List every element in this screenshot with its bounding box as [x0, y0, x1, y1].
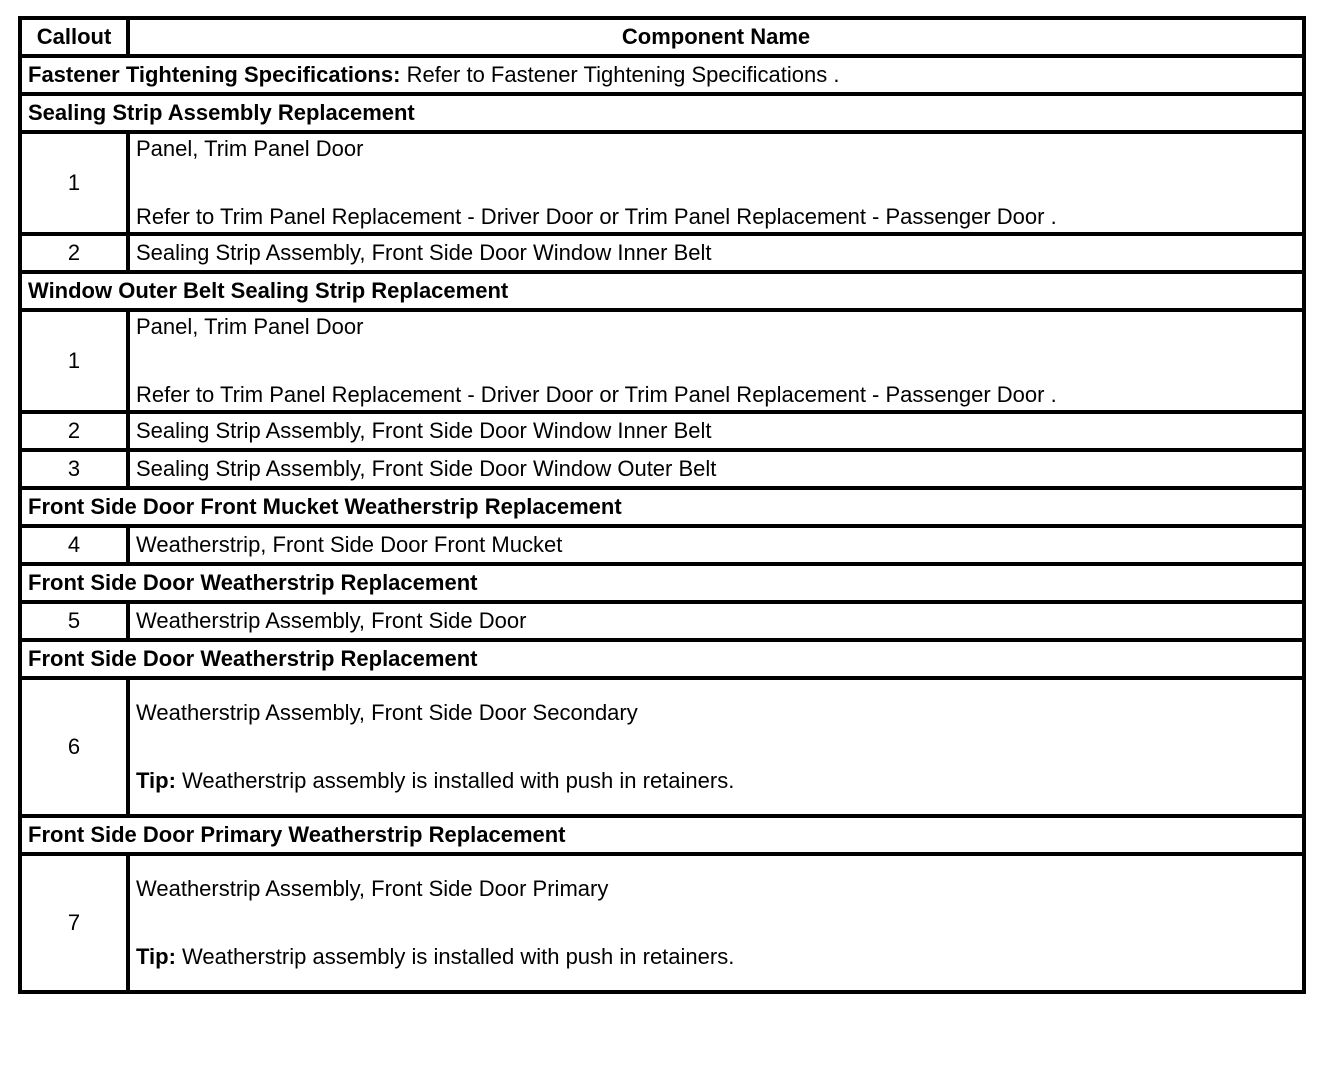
section-title-row	[20, 272, 1304, 310]
section-title-row	[20, 816, 1304, 854]
table-row	[20, 132, 1304, 234]
component-name: Weatherstrip, Front Side Door Front Mucket	[128, 526, 1304, 564]
callout-number: 7	[20, 854, 128, 992]
section-title-row	[20, 488, 1304, 526]
tip-note	[136, 944, 1296, 970]
component-name: Sealing Strip Assembly, Front Side Door Window Outer Belt	[128, 450, 1304, 488]
section-title: Front Side Door Primary Weatherstrip Replacement	[20, 816, 1304, 854]
component-table-sheet	[18, 16, 1306, 994]
component-name-column-header: Component Name	[128, 18, 1304, 56]
component-cell	[128, 678, 1304, 816]
table-row	[20, 854, 1304, 992]
section-title: Sealing Strip Assembly Replacement	[20, 94, 1304, 132]
component-reference: Refer to Trim Panel Replacement - Driver Door or Trim Panel Replacement - Passenger Door .	[136, 204, 1057, 229]
table-row	[20, 602, 1304, 640]
section-title: Front Side Door Weatherstrip Replacement	[20, 640, 1304, 678]
component-name: Weatherstrip Assembly, Front Side Door Secondary	[136, 700, 638, 725]
callout-number: 3	[20, 450, 128, 488]
component-name: Panel, Trim Panel Door	[136, 136, 364, 161]
tip-note	[136, 768, 1296, 794]
callout-number: 1	[20, 310, 128, 412]
component-name: Weatherstrip Assembly, Front Side Door Primary	[136, 876, 609, 901]
component-table	[18, 16, 1306, 994]
table-row	[20, 234, 1304, 272]
fastener-spec-label: Fastener Tightening Specifications:	[28, 62, 401, 87]
fastener-spec-row	[20, 56, 1304, 94]
component-name: Sealing Strip Assembly, Front Side Door Window Inner Belt	[128, 412, 1304, 450]
table-row	[20, 310, 1304, 412]
section-title-row	[20, 564, 1304, 602]
tip-label: Tip:	[136, 944, 176, 969]
tip-text: Weatherstrip assembly is installed with push in retainers.	[182, 944, 735, 969]
table-row	[20, 678, 1304, 816]
table-header-row	[20, 18, 1304, 56]
table-row	[20, 526, 1304, 564]
tip-text: Weatherstrip assembly is installed with push in retainers.	[182, 768, 735, 793]
section-title-row	[20, 640, 1304, 678]
section-title: Front Side Door Front Mucket Weatherstrip Replacement	[20, 488, 1304, 526]
callout-number: 2	[20, 234, 128, 272]
section-title: Window Outer Belt Sealing Strip Replacement	[20, 272, 1304, 310]
component-name: Weatherstrip Assembly, Front Side Door	[128, 602, 1304, 640]
section-title: Front Side Door Weatherstrip Replacement	[20, 564, 1304, 602]
callout-number: 1	[20, 132, 128, 234]
callout-number: 2	[20, 412, 128, 450]
tip-label: Tip:	[136, 768, 176, 793]
component-cell	[128, 854, 1304, 992]
callout-column-header: Callout	[20, 18, 128, 56]
component-cell	[128, 310, 1304, 412]
table-row	[20, 450, 1304, 488]
component-name: Sealing Strip Assembly, Front Side Door Window Inner Belt	[128, 234, 1304, 272]
callout-number: 5	[20, 602, 128, 640]
component-cell	[128, 132, 1304, 234]
section-title-row	[20, 94, 1304, 132]
table-row	[20, 412, 1304, 450]
callout-number: 6	[20, 678, 128, 816]
component-name: Panel, Trim Panel Door	[136, 314, 364, 339]
fastener-spec-text: Refer to Fastener Tightening Specifications .	[406, 62, 840, 87]
component-reference: Refer to Trim Panel Replacement - Driver Door or Trim Panel Replacement - Passenger Door .	[136, 382, 1057, 407]
callout-number: 4	[20, 526, 128, 564]
